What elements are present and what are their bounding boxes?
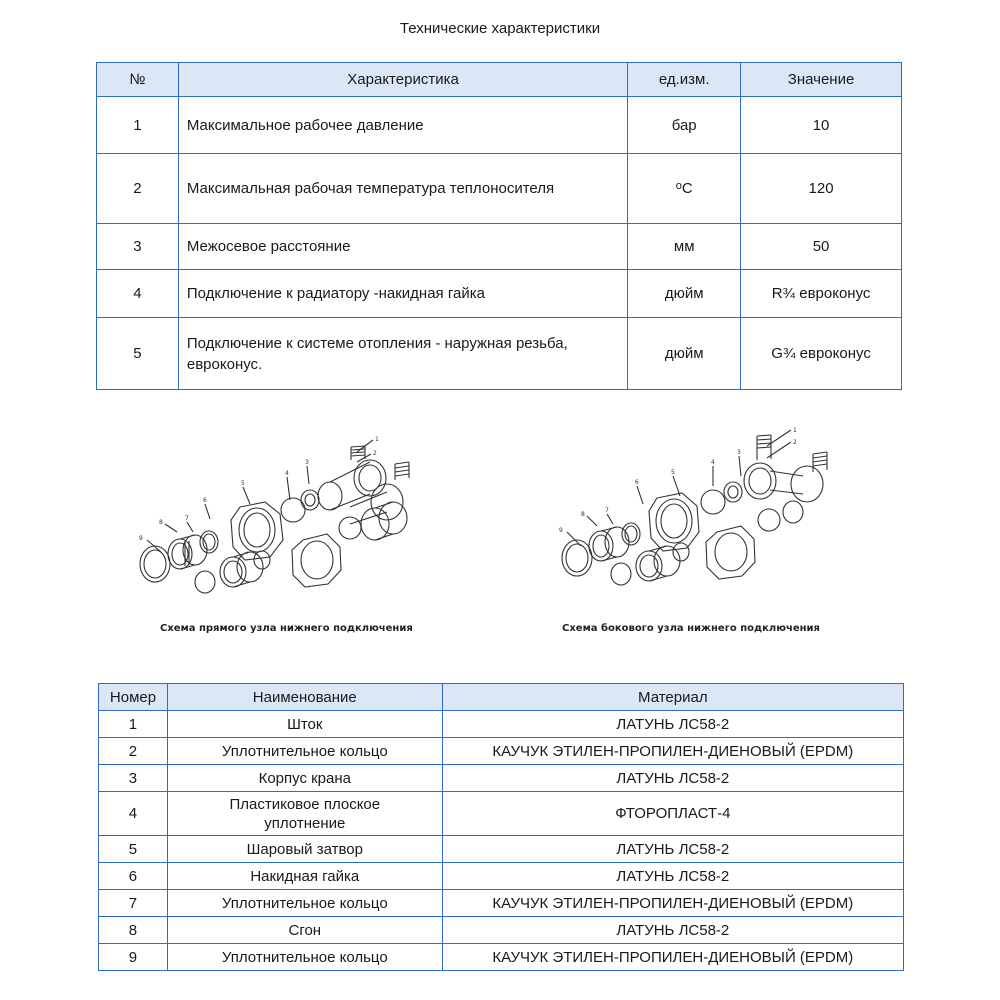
- spec-header-value: Значение: [741, 63, 902, 97]
- callout-7: 7: [185, 515, 189, 522]
- part-name: Уплотнительное кольцо: [167, 890, 442, 917]
- spec-num: 2: [97, 154, 179, 224]
- spec-value: 50: [741, 224, 902, 270]
- spec-num: 4: [97, 270, 179, 318]
- spec-name: Межосевое расстояние: [178, 224, 627, 270]
- parts-table: [98, 683, 904, 971]
- callout-9: 9: [139, 535, 143, 542]
- part-name: Накидная гайка: [167, 863, 442, 890]
- part-num: 8: [99, 917, 168, 944]
- callout-4: 4: [285, 470, 289, 477]
- part-material: ЛАТУНЬ ЛС58-2: [442, 711, 903, 738]
- part-num: 1: [99, 711, 168, 738]
- callout-7: 7: [605, 507, 609, 514]
- spec-unit: [628, 154, 741, 224]
- part-name-line2: уплотнение: [264, 814, 346, 832]
- spec-name: Подключение к радиатору -накидная гайка: [178, 270, 627, 318]
- part-name: Шток: [167, 711, 442, 738]
- part-name: Корпус крана: [167, 765, 442, 792]
- celsius-unit: C: [681, 180, 693, 197]
- part-name-line1: Пластиковое плоское: [229, 795, 381, 813]
- spec-table: [96, 62, 902, 390]
- spec-value: 10: [741, 97, 902, 154]
- callout-5: 5: [671, 469, 675, 476]
- parts-row: [99, 917, 904, 944]
- parts-row: [99, 738, 904, 765]
- spec-unit: дюйм: [628, 270, 741, 318]
- part-name: Уплотнительное кольцо: [167, 738, 442, 765]
- part-name: Уплотнительное кольцо: [167, 944, 442, 971]
- spec-row: [97, 154, 902, 224]
- spec-value: G¾ евроконус: [741, 318, 902, 390]
- parts-row: [99, 711, 904, 738]
- callout-6: 6: [635, 479, 639, 486]
- parts-row: [99, 836, 904, 863]
- callout-3: 3: [305, 459, 309, 466]
- spec-name: Максимальная рабочая температура теплоносителя: [178, 154, 627, 224]
- right-diagram-caption: Схема бокового узла нижнего подключения: [562, 623, 820, 634]
- part-name: [167, 792, 442, 836]
- part-num: 3: [99, 765, 168, 792]
- part-material: ЛАТУНЬ ЛС58-2: [442, 917, 903, 944]
- callout-4: 4: [711, 459, 715, 466]
- left-diagram-caption: Схема прямого узла нижнего подключения: [160, 623, 413, 634]
- spec-header-unit: ед.изм.: [628, 63, 741, 97]
- page-title: Технические характеристики: [399, 20, 601, 37]
- parts-header-material: Материал: [442, 684, 903, 711]
- part-material: ЛАТУНЬ ЛС58-2: [442, 863, 903, 890]
- spec-row: [97, 97, 902, 154]
- parts-row: [99, 890, 904, 917]
- callout-9: 9: [559, 527, 563, 534]
- spec-row: [97, 270, 902, 318]
- spec-value: 120: [741, 154, 902, 224]
- part-num: 9: [99, 944, 168, 971]
- parts-row: [99, 863, 904, 890]
- spec-num: 1: [97, 97, 179, 154]
- callout-8: 8: [581, 511, 585, 518]
- parts-row: [99, 944, 904, 971]
- spec-value: R¾ евроконус: [741, 270, 902, 318]
- spec-name: [178, 318, 627, 390]
- part-num: 7: [99, 890, 168, 917]
- spec-header-characteristic: Характеристика: [178, 63, 627, 97]
- degree-sign: o: [675, 180, 682, 192]
- part-num: 5: [99, 836, 168, 863]
- spec-row: [97, 318, 902, 390]
- part-material: КАУЧУК ЭТИЛЕН-ПРОПИЛЕН-ДИЕНОВЫЙ (EPDM): [442, 890, 903, 917]
- callout-5: 5: [241, 480, 245, 487]
- part-name: Сгон: [167, 917, 442, 944]
- part-name: Шаровый затвор: [167, 836, 442, 863]
- parts-header-name: Наименование: [167, 684, 442, 711]
- spec-name: Максимальное рабочее давление: [178, 97, 627, 154]
- spec-unit: мм: [628, 224, 741, 270]
- callout-8: 8: [159, 519, 163, 526]
- callout-1: 1: [793, 427, 797, 434]
- callout-2: 2: [373, 450, 377, 457]
- callout-6: 6: [203, 497, 207, 504]
- spec-unit: бар: [628, 97, 741, 154]
- callout-1: 1: [375, 436, 379, 443]
- part-material: КАУЧУК ЭТИЛЕН-ПРОПИЛЕН-ДИЕНОВЫЙ (EPDM): [442, 738, 903, 765]
- part-material: КАУЧУК ЭТИЛЕН-ПРОПИЛЕН-ДИЕНОВЫЙ (EPDM): [442, 944, 903, 971]
- callout-2: 2: [793, 439, 797, 446]
- spec-unit: дюйм: [628, 318, 741, 390]
- part-material: ЛАТУНЬ ЛС58-2: [442, 836, 903, 863]
- spec-name-line2: евроконус.: [186, 355, 263, 373]
- part-num: 4: [99, 792, 168, 836]
- parts-row: [99, 765, 904, 792]
- spec-num: 3: [97, 224, 179, 270]
- parts-header-row: [99, 684, 904, 711]
- callout-3: 3: [737, 449, 741, 456]
- part-material: ЛАТУНЬ ЛС58-2: [442, 765, 903, 792]
- parts-header-num: Номер: [99, 684, 168, 711]
- spec-header-num: №: [97, 63, 179, 97]
- parts-row: [99, 792, 904, 836]
- spec-header-row: [97, 63, 902, 97]
- part-num: 6: [99, 863, 168, 890]
- part-material: ФТОРОПЛАСТ-4: [442, 792, 903, 836]
- angled-valve-diagram: [545, 426, 845, 606]
- spec-num: 5: [97, 318, 179, 390]
- spec-name-line1: Подключение к системе отопления - наружная резьба,: [186, 334, 568, 352]
- part-num: 2: [99, 738, 168, 765]
- spec-row: [97, 224, 902, 270]
- straight-valve-diagram: [125, 432, 425, 612]
